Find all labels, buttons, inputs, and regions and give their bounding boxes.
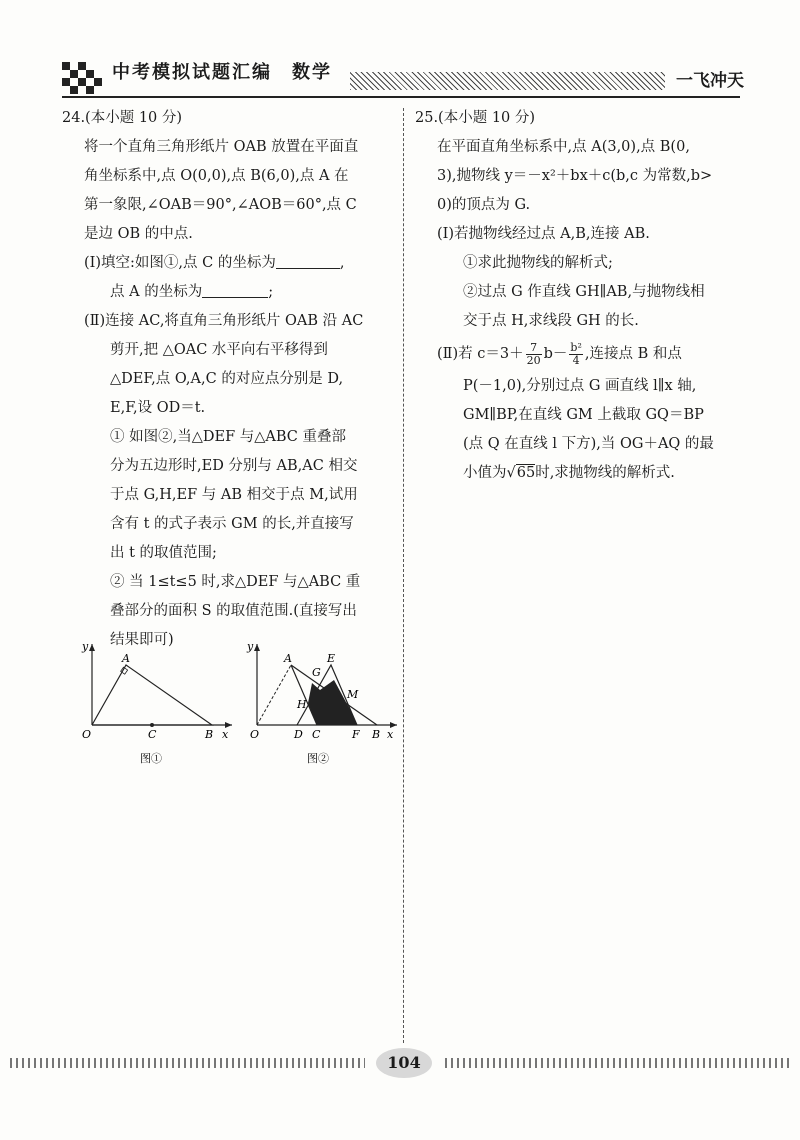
fraction-b2-4 <box>569 342 582 367</box>
fig2-label-C: C <box>312 728 321 741</box>
fig1-label-B: B <box>205 728 214 741</box>
q25-part1-sub2-line: ②过点 G 作直线 GH∥AB,与抛物线相 <box>463 284 705 300</box>
fig1-label-O: O <box>82 728 92 741</box>
fig2-label-D: D <box>294 728 303 741</box>
series-title: 中考模拟试题汇编 数学 <box>112 62 332 83</box>
column-divider <box>403 108 404 1043</box>
figure-2 <box>246 640 397 765</box>
q24-sub1-line: 含有 t 的式子表示 GM 的长,并直接写 <box>110 516 354 532</box>
fraction-numerator: b² <box>570 340 582 354</box>
fig2-label-A: A <box>284 652 292 665</box>
fig2-label-F: F <box>352 728 360 741</box>
fig1-label-C: C <box>148 728 157 741</box>
q25-part2-last-line <box>415 459 760 488</box>
footer-pattern-right <box>445 1058 790 1068</box>
q24-sub2-line: 叠部分的面积 S 的取值范围.(直接写出 <box>110 603 357 619</box>
q24-sub1-line: 分为五边形时,ED 分别与 AB,AC 相交 <box>110 458 358 474</box>
q25-part1-sub2-line: 交于点 H,求线段 GH 的长. <box>463 313 639 329</box>
fig1-label-A: A <box>122 652 130 665</box>
q24-stem-line: 是边 OB 的中点. <box>84 226 193 242</box>
question-24 <box>62 104 397 655</box>
q25-part2-end: ,连接点 B 和点 <box>584 346 682 362</box>
q25-part2-line: (点 Q 在直线 l 下方),当 OG＋AQ 的最 <box>463 436 714 452</box>
q24-sub1-line: 于点 G,H,EF 与 AB 相交于点 M,试用 <box>110 487 358 503</box>
q24-stem-line: 第一象限,∠OAB＝90°,∠AOB＝60°,点 C <box>84 197 357 213</box>
fig1-caption: 图① <box>140 752 162 765</box>
question-25 <box>415 104 760 488</box>
fig2-label-H: H <box>297 698 307 711</box>
fig2-label-G: G <box>312 666 321 679</box>
fig2-label-O: O <box>250 728 260 741</box>
page-footer <box>0 1040 800 1100</box>
page-header <box>0 0 800 112</box>
figure-1 <box>81 640 232 765</box>
q24-part2-line: 剪开,把 △OAC 水平向右平移得到 <box>110 342 328 358</box>
q25-stem-line: 3),抛物线 y＝－x²＋bx＋c(b,c 为常数,b> <box>437 168 713 184</box>
q24-part2-line: (Ⅱ)连接 AC,将直角三角形纸片 OAB 沿 AC <box>84 313 364 329</box>
fig2-label-E: E <box>327 652 336 665</box>
q24-number: 24.(本小题 10 分) <box>62 110 183 126</box>
q24-sub1-line: ① 如图②,当△DEF 与△ABC 重叠部 <box>110 429 346 445</box>
q25-stem-line: 0)的顶点为 G. <box>437 197 531 213</box>
fraction-denominator: 20 <box>526 353 541 367</box>
q24-sub1-line: 出 t 的取值范围; <box>110 545 217 561</box>
q24-stem-line: 角坐标系中,点 O(0,0),点 B(6,0),点 A 在 <box>84 168 349 184</box>
q25-part1-sub1: ①求此抛物线的解析式; <box>463 255 613 271</box>
fig1-label-x: x <box>222 728 229 741</box>
q25-stem-line: 在平面直角坐标系中,点 A(3,0),点 B(0, <box>437 139 690 155</box>
q24-sub2-line: ② 当 1≤t≤5 时,求△DEF 与△ABC 重 <box>110 574 361 590</box>
brand-logo: 一飞冲天 <box>676 71 744 91</box>
q24-part1-punct: , <box>339 255 345 271</box>
q24-sub2-line: 结果即可) <box>110 632 174 648</box>
q25-part1: (Ⅰ)若抛物线经过点 A,B,连接 AB. <box>437 226 650 242</box>
q25-part2-line: P(－1,0),分别过点 G 画直线 l∥x 轴, <box>463 378 697 394</box>
q24-part1-line2 <box>62 278 397 307</box>
q25-part2-line1 <box>415 336 760 372</box>
checker-logo-icon <box>62 62 106 94</box>
fig1-label-y: y <box>82 640 89 653</box>
fig2-label-M: M <box>347 688 359 701</box>
q25-part2-start: (Ⅱ)若 c＝3＋ <box>437 346 524 362</box>
q25-part2-last-a: 小值为 <box>463 465 507 481</box>
answer-blank-a[interactable] <box>202 279 268 298</box>
q24-part2-line: E,F,设 OD＝t. <box>110 400 206 416</box>
sqrt-sign-icon: √ <box>506 465 516 481</box>
q24-part1-line1 <box>62 249 397 278</box>
q25-number: 25.(本小题 10 分) <box>415 110 536 126</box>
fig2-caption: 图② <box>307 752 329 765</box>
fig2-label-B: B <box>372 728 381 741</box>
fraction-numerator: 7 <box>526 342 542 355</box>
q24-figures <box>72 640 412 770</box>
header-hatch-decoration <box>350 72 665 90</box>
fraction-7-20 <box>526 342 542 367</box>
footer-pattern-left <box>10 1058 365 1068</box>
page-number: 104 <box>376 1048 432 1078</box>
fig2-label-y: y <box>247 640 254 653</box>
header-rule <box>62 96 740 98</box>
q24-part2-line: △DEF,点 O,A,C 的对应点分别是 D, <box>110 371 344 387</box>
q24-stem-line: 将一个直角三角形纸片 OAB 放置在平面直 <box>84 139 359 155</box>
figure-1-and-2 <box>72 640 412 770</box>
q24-part1-text: 点 A 的坐标为 <box>110 284 203 300</box>
q25-part2-line: GM∥BP,在直线 GM 上截取 GQ＝BP <box>463 407 704 423</box>
q25-part2-mid: b－ <box>543 346 568 362</box>
fraction-denominator: 4 <box>572 353 580 367</box>
q25-part2-last-b: 时,求抛物线的解析式. <box>535 465 675 481</box>
answer-blank-c[interactable] <box>276 250 340 269</box>
q24-part1-text: (Ⅰ)填空:如图①,点 C 的坐标为 <box>84 255 276 271</box>
fig2-label-x: x <box>387 728 394 741</box>
q24-part1-punct: ; <box>268 284 274 300</box>
sqrt-radicand: 65 <box>516 465 536 481</box>
